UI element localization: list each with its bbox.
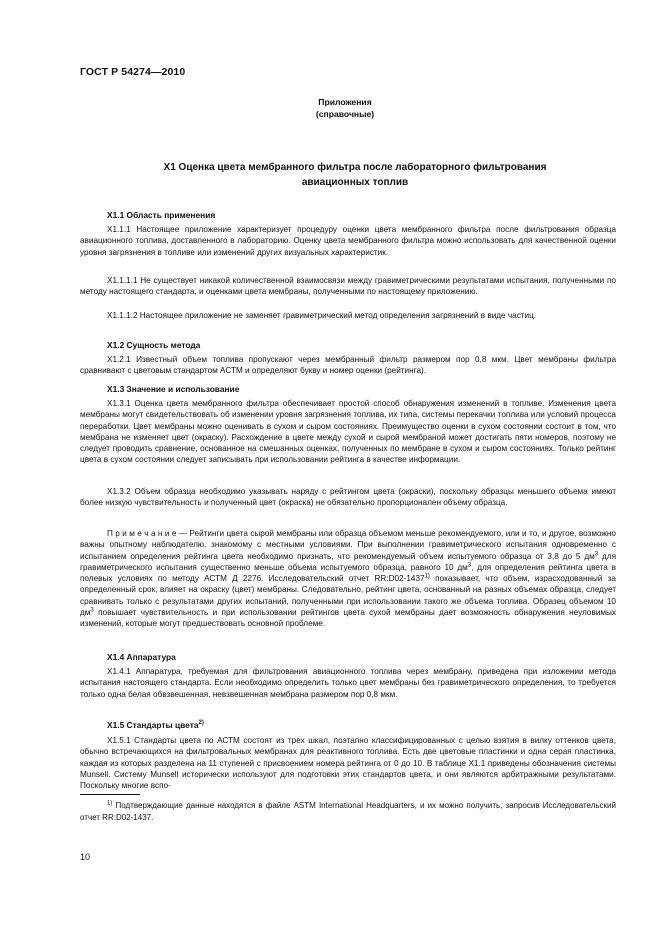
paragraph: X1.5.1 Стандарты цвета по АСТМ состоят из трех шкал, поэтапно классифицированных с целью взятия в вилку оттенков цвета, обычно встречающихся на фильтровальных мембранах для реактивного топлива. Есть две цветовые пластинки и одна серая пластинка, каждая из которых разделена на 11 ступеней с присвоением номера рейтинга от 0 до 10. В таблице X1.1 приведены обозначения системы Munsell. Систему Munsell исторически используют для подготовки этих стандартов цвета, и они являются арбитражными результатами. Поскольку многие вспо- [80, 736, 616, 791]
footnote: $^{1)}$ Подтверждающие данные находятся в файле ASTM International Headquarters, и их можно получить, запросив Исследовательский отчет RR:D02-1437. [80, 800, 616, 822]
section-heading-x1-1: X1.1 Область применения [107, 210, 216, 220]
appendix-title [90, 160, 620, 190]
paragraph: X1.1.1 Настоящее приложение характеризует процедуру оценки цвета мембранного фильтра после фильтрования образца авиационного топлива, доставленного в лабораторию. Оценку цвета мембранного фильтра можно использовать для качественной оценки уровня загрязнения в топливе или изменений других визуальных характеристик. [80, 225, 616, 257]
appendix-label: Приложения [318, 97, 372, 107]
paragraph: X1.3.1 Оценка цвета мембранного фильтра обеспечивает простой способ обнаружения изменений в топливе. Изменения цвета мембраны могут свидетельствовать об изменении уровня загрязнения топлива, их типа, системы перекачки топлива или условий процесса переработки. Цвет мембраны можно оценивать в сухом и сыром состояниях. Преимущество оценки в сухом состоянии состоит в том, что мембрана не изменяет цвет (окраску). Расхождение в цвете между сухой и сырой мембраной может достигать пяти номеров, поэтому не следует проводить сравнение, основанное на смешанных оценках, полученных по мембране в сухом и сыром состояниях. Только рейтинг цвета в сухом состоянии следует записывать при использовании рейтинга в качестве информации. [80, 399, 616, 465]
section-heading-x1-2: X1.2 Сущность метода [107, 340, 201, 350]
paragraph: X1.2.1 Известный объем топлива пропускают через мембранный фильтр размером пор 0,8 мкм. Цвет мембраны фильтра сравнивают с цветовым стандартом АСТМ и определяют букву и номер оценки (рейтинга). [80, 355, 616, 376]
section-heading-x1-3: X1.3 Значение и использование [107, 384, 240, 394]
appendix-sublabel: (справочные) [315, 109, 375, 119]
title-line-2: авиационных топлив [301, 177, 409, 188]
footnote-divider [80, 794, 140, 795]
paragraph: X1.3.2 Объем образца необходимо указывать наряду с рейтингом цвета (окраски), поскольку образцы меньшего объема имеют более низкую чувствительность и полученный цвет (окраска) не обязательно пропорционален объему образца. [80, 487, 616, 508]
title-line-1: X1 Оценка цвета мембранного фильтра после лабораторного фильтрования [163, 162, 547, 173]
section-heading-x1-5: X1.5 Стандарты цвета$^{2)}$ [107, 720, 204, 730]
paragraph: X1.1.1.2 Настоящее приложение не заменяет гравиметрический метод определения загрязнений в виде частиц. [107, 311, 537, 320]
footnote-mark: 1) [107, 800, 113, 807]
document-header: ГОСТ Р 54274—2010 [80, 66, 186, 78]
paragraph: X1.1.1.1 Не существует никакой количественной взаимосвязи между гравиметрическими результатами испытания, полученными по методу настоящего стандарта, и оценками цвета мембраны, полученными по настоящему приложению. [80, 276, 616, 297]
note-paragraph: П р и м е ч а н и е — Рейтинги цвета сырой мембраны или образца объемом меньше рекомендуемого, или и то, и другое, возможно важны опытному наблюдателю, знакомому с местными условиями. При выполнении гравиметрического испытания одновременно с испытанием определения рейтинга цвета необходимо признать, что рекомендуемый объем испытуемого образца от 3,8 до 5 $дм^3$ для гравиметрического испытания существенно меньше объема испытуемого образца, равного 10 $дм^3$, для определения рейтинга цвета в полевых условиях по методу АСТМ Д 2276. Исследовательский отчет RR:D02-1437$^{1)}$ показывает, что объем, израсходованный за определенный срок, влияет на окраску (цвет) мембраны. Следовательно, рейтинг цвета, основанный на разных объемах образца, следует сравнивать только с результатами других испытаний, полученными при использовании такого же объема топлива. Образец объемом 10 $дм^3$ повышает чувствительность и при использовании рейтингов цвета сухой мембраны дает возможность обнаружения неуловимых изменений, которые могут предшествовать основной проблеме. [80, 529, 616, 629]
paragraph: X1.4.1 Аппаратура, требуемая для фильтрования авиационного топлива через мембрану, приведена при изложении метода испытания настоящего стандарта. Если необходимо определить только цвет мембраны без гравиметрического определения, то требуется только одна белая обвзвешенная, невзвешенная мембрана размером пор 0,8 мкм. [80, 667, 616, 699]
footnote-ref: 2) [198, 720, 204, 727]
note-lead: П р и м е ч а н и е — [107, 529, 187, 538]
page-number: 10 [80, 852, 91, 862]
footnote-ref: 1) [424, 573, 430, 580]
section-heading-x1-4: X1.4 Аппаратура [107, 652, 176, 662]
